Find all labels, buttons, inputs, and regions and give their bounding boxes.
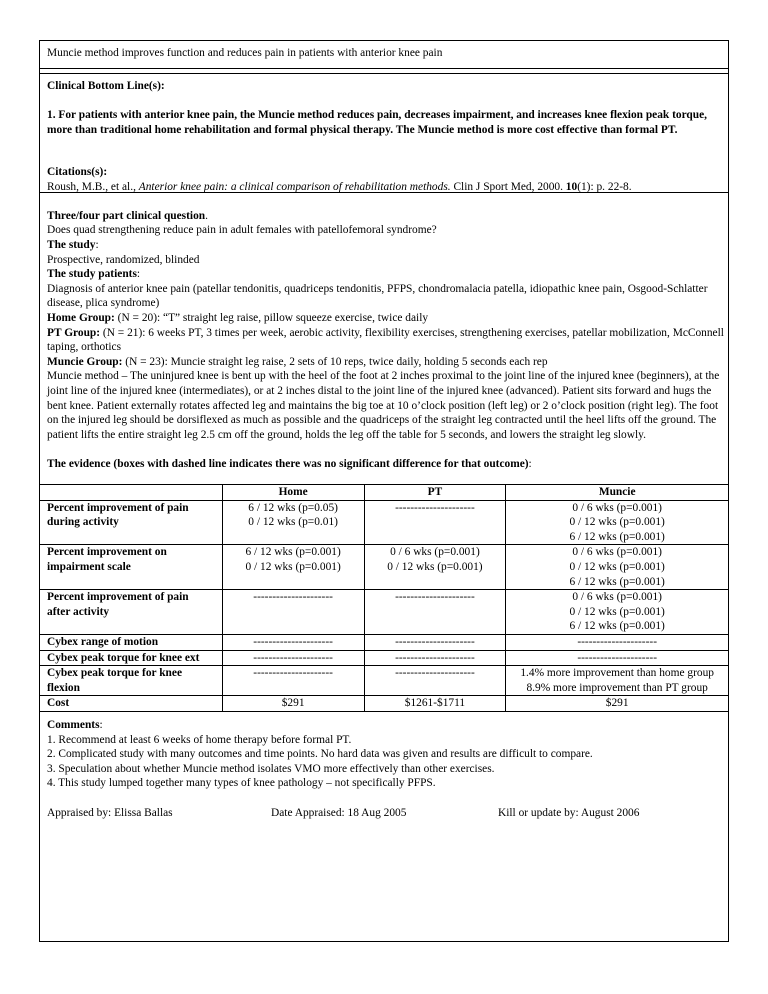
evidence-heading: The evidence (boxes with dashed line indicates there was no significant difference for that outcome) [47,457,529,470]
evidence-header-row [40,485,729,501]
comment-item: 4. This study lumped together many types of knee pathology – not specifically PFPS. [47,777,436,790]
muncie-result-cell [506,650,729,666]
pt-result: $1261-$1711 [404,697,466,710]
muncie-result: 0 / 12 wks (p=0.001) [569,516,665,529]
muncie-result: 6 / 12 wks (p=0.001) [569,530,665,543]
home-result-cell [222,666,364,696]
pt-result: --------------------- [395,667,475,680]
muncie-result-cell [506,696,729,712]
outcome-label: Cost [40,696,223,712]
pt-result-cell [364,696,506,712]
muncie-result: 0 / 6 wks (p=0.001) [572,501,662,514]
pt-group: PT Group: (N = 21): 6 weeks PT, 3 times per week, aerobic activity, flexibility exercises, strengthening exercises, patellar mobilization, McConnell taping, orthotics [47,326,724,354]
muncie-group: Muncie Group: (N = 23): Muncie straight leg raise, 2 sets of 10 reps, twice daily, holding 5 seconds each rep [47,355,548,368]
article-title: Anterior knee pain: a clinical comparison of rehabilitation methods. [138,180,451,193]
muncie-result: 8.9% more improvement than PT group [526,681,708,694]
muncie-result: 0 / 6 wks (p=0.001) [572,591,662,604]
home-result-cell [222,545,364,590]
column-header [40,485,223,501]
muncie-result-cell [506,500,729,545]
patients-text: Diagnosis of anterior knee pain (patellar tendonitis, quadriceps tendonitis, PFPS, chondromalacia patella, idiopathic knee pain, Osgood-Schlatter disease, plica syndrome) [47,282,708,310]
muncie-result: $291 [605,697,629,710]
study-heading: The study [47,238,96,251]
comments-section: Comments: 1. Recommend at least 6 weeks of home therapy before formal PT. 2. Complicated study with many outcomes and time points. No hard data was given and results are difficult to compare. 3. Speculation about whether Muncie method isolates VMO more effectively than other exercises. 4. This study lumped together many types of knee pathology – not specifically PFPS. [47,718,727,791]
bottom-line-text: 1. For patients with anterior knee pain, the Muncie method reduces pain, decreases impairment, and increases knee flexion peak torque, more than traditional home rehabilitation and formal physical therapy. The Muncie method is more cost effective than formal PT. [47,109,708,136]
evidence-row [40,634,729,650]
study-text: Prospective, randomized, blinded [47,253,200,266]
date-appraised: Date Appraised: 18 Aug 2005 [271,807,407,819]
outcome-label: Percent improvement of pain after activity [40,590,223,635]
outcome-label: Cybex range of motion [40,634,223,650]
muncie-result: --------------------- [577,635,657,648]
muncie-result: 0 / 12 wks (p=0.001) [569,605,665,618]
study-details: Citations(s): Roush, M.B., et al., Anterior knee pain: a clinical comparison of rehabilitation methods. Clin J Sport Med, 2000. 10(1): p. 22-8. Three/four part clinical question. Does quad strengthening reduce pain in adult females with patellofemoral syndrome? The study: Prospective, randomized, blinded The study patients: Diagnosis of anterior knee pain (patellar tendonitis, quadriceps tendonitis, PFPS, chondromalacia patella, idiopathic knee pain, Osgood-Schlatter disease, plica syndrome) Home Group: (N = 20): “T” straight leg raise, pillow squeeze exercise, twice daily PT Group: (N = 21): 6 weeks PT, 3 times per week, aerobic activity, flexibility exercises, strengthening exercises, patellar mobilization, McConnell taping, orthotics Muncie Group: (N = 23): Muncie straight leg raise, 2 sets of 10 reps, twice daily, holding 5 seconds each rep Muncie method – The uninjured knee is bent up with the heel of the foot at 2 inches proximal to the joint line of the injured knee (beginners), at the joint line of the injured knee (intermediates), or at 2 inches distal to the joint line of the injured knee (advanced). Patient sits forward and hugs the bent knee. Patient externally rotates affected leg and maintains the big toe at 10 o’clock position (left leg) or 2 o’clock position (right leg). The foot on the injured leg should be dorsiflexed as much as possible and the quadriceps of the straight leg contracted until the heel lifts off the ground. The patient lifts the entire straight leg 2.5 cm off the ground, holds the leg off the table for 5 seconds, and lowers the straight leg slowly. The evidence (boxes with dashed line indicates there was no significant difference for that outcome): [47,165,727,471]
home-result-cell [222,634,364,650]
home-group: Home Group: (N = 20): “T” straight leg raise, pillow squeeze exercise, twice daily [47,311,429,324]
pt-result: 0 / 12 wks (p=0.001) [387,560,483,573]
home-result: --------------------- [253,635,333,648]
appraised-by: Appraised by: Elissa Ballas [47,807,173,819]
home-result: 0 / 12 wks (p=0.01) [248,516,338,529]
pt-result-cell [364,666,506,696]
home-result-cell [222,590,364,635]
question-heading: Three/four part clinical question [47,209,206,222]
citations-heading: Citations(s): [47,166,108,178]
outcome-label: Cybex peak torque for knee ext [40,650,223,666]
pt-result-cell [364,650,506,666]
document-frame [39,40,729,942]
comment-item: 1. Recommend at least 6 weeks of home therapy before formal PT. [47,733,352,746]
home-result: 6 / 12 wks (p=0.001) [245,546,341,559]
home-result: --------------------- [253,667,333,680]
pt-result-cell [364,634,506,650]
column-header: Muncie [506,485,729,501]
home-result: 6 / 12 wks (p=0.05) [248,501,338,514]
muncie-result: 6 / 12 wks (p=0.001) [569,620,665,633]
comments-heading: Comments [47,719,100,731]
kill-or-update: Kill or update by: August 2006 [498,807,640,819]
pt-result: --------------------- [395,591,475,604]
muncie-result-cell [506,590,729,635]
pt-result-cell [364,545,506,590]
bottom-line-heading: Clinical Bottom Line(s): [47,80,165,92]
column-header: Home [222,485,364,501]
muncie-result: --------------------- [577,651,657,664]
home-result: $291 [281,697,305,710]
pt-result: 0 / 6 wks (p=0.001) [390,546,480,559]
citation: Roush, M.B., et al., Anterior knee pain: a clinical comparison of rehabilitation methods. Clin J Sport Med, 2000. 10(1): p. 22-8. [47,180,632,193]
evidence-row [40,666,729,696]
column-header: PT [364,485,506,501]
home-result-cell [222,650,364,666]
pt-result: --------------------- [395,635,475,648]
pt-result-cell [364,500,506,545]
comment-item: 2. Complicated study with many outcomes and time points. No hard data was given and results are difficult to compare. [47,748,593,761]
volume: 10 [565,180,578,193]
appraisal-footer [47,806,727,822]
evidence-row [40,696,729,712]
outcome-label: Cybex peak torque for knee flexion [40,666,223,696]
question-text: Does quad strengthening reduce pain in adult females with patellofemoral syndrome? [47,224,437,237]
pt-result: --------------------- [395,651,475,664]
home-result: 0 / 12 wks (p=0.001) [245,560,341,573]
evidence-table [39,484,729,712]
home-result: --------------------- [253,591,333,604]
document-title: Muncie method improves function and reduces pain in patients with anterior knee pain [40,41,728,69]
evidence-row [40,590,729,635]
evidence-row [40,545,729,590]
home-result-cell [222,696,364,712]
home-result: --------------------- [253,651,333,664]
muncie-result: 6 / 12 wks (p=0.001) [569,575,665,588]
evidence-row [40,500,729,545]
evidence-row [40,650,729,666]
pt-result-cell [364,590,506,635]
muncie-result-cell [506,634,729,650]
muncie-result: 0 / 6 wks (p=0.001) [572,546,662,559]
outcome-label: Percent improvement on impairment scale [40,545,223,590]
muncie-result: 1.4% more improvement than home group [520,667,714,680]
comment-item: 3. Speculation about whether Muncie method isolates VMO more effectively than other exercises. [47,762,495,775]
muncie-result-cell [506,545,729,590]
muncie-result-cell [506,666,729,696]
patients-heading: The study patients [47,268,137,281]
muncie-result: 0 / 12 wks (p=0.001) [569,560,665,573]
muncie-method-text: Muncie method – The uninjured knee is bent up with the heel of the foot at 2 inches proximal to the joint line of the injured knee (beginners), at the joint line of the injured knee (intermediates), or at 2 inches distal to the joint line of the injured knee (advanced). Patient sits forward and hugs the bent knee. Patient externally rotates affected leg and maintains the big toe at 10 o’clock position (left leg) or 2 o’clock position (right leg). The foot on the injured leg should be dorsiflexed as much as possible and the quadriceps of the straight leg contracted until the heel lifts off the ground. The patient lifts the entire straight leg 2.5 cm off the ground, holds the leg off the table for 5 seconds, and lowers the straight leg slowly. [47,370,720,441]
outcome-label: Percent improvement of pain during activity [40,500,223,545]
home-result-cell [222,500,364,545]
pt-result: --------------------- [395,501,475,514]
